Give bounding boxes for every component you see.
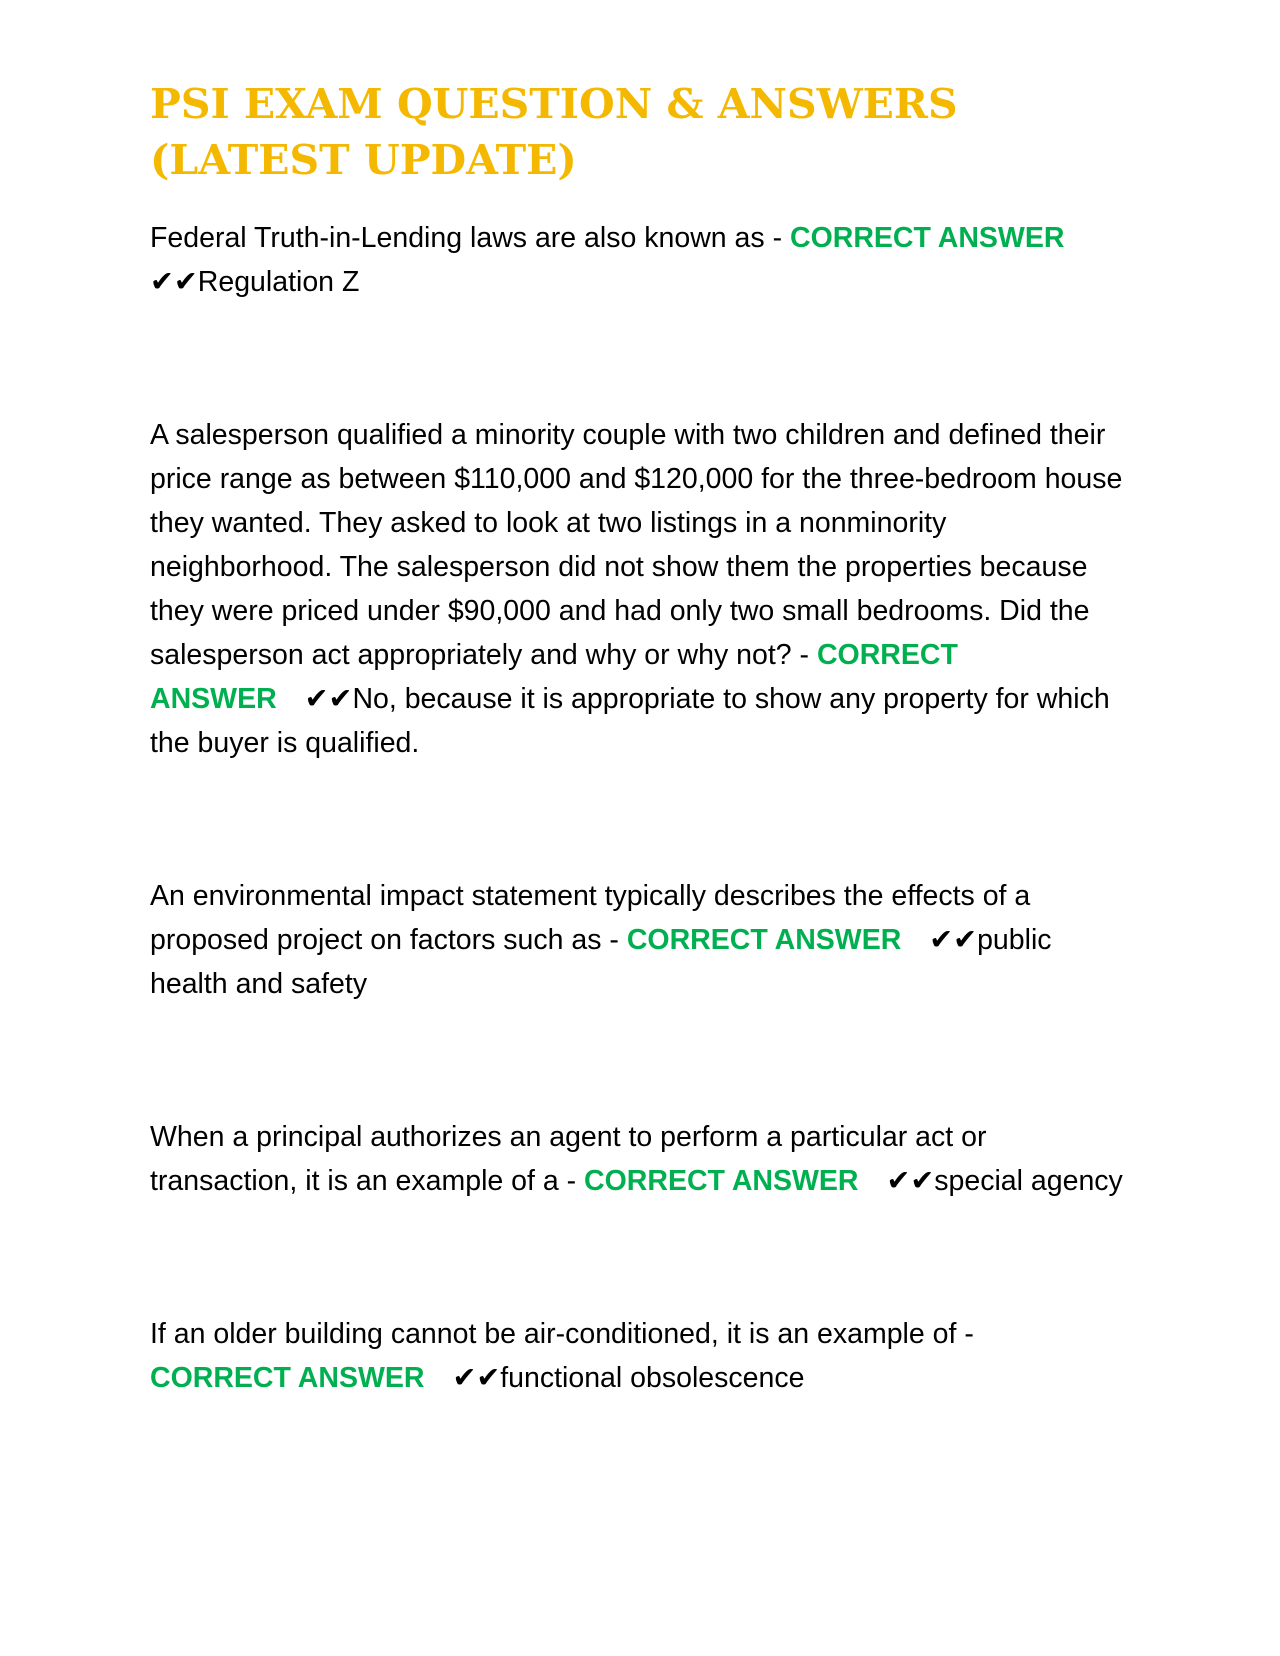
qa-item xyxy=(150,413,1130,765)
document-content xyxy=(150,76,1130,1509)
correct-answer-label: CORRECT ANSWER xyxy=(150,1362,425,1394)
answer-text: public health and safety xyxy=(150,924,1052,1000)
answer-text: Regulation Z xyxy=(197,266,360,298)
answer-text: special agency xyxy=(934,1165,1123,1197)
qa-item xyxy=(150,1115,1130,1203)
double-check-icon: ✔✔ xyxy=(304,683,353,715)
qa-item xyxy=(150,216,1130,304)
document-title xyxy=(150,76,1130,188)
question-text: When a principal authorizes an agent to perform a particular act or transaction, it is an example of a - xyxy=(150,1121,987,1197)
double-check-icon: ✔✔ xyxy=(150,266,198,298)
correct-answer-label: CORRECT ANSWER xyxy=(626,924,902,956)
double-check-icon: ✔✔ xyxy=(929,924,978,956)
question-text: A salesperson qualified a minority couple with two children and defined their price range as between $110,000 and $120,000 for the three-bedroom house they wanted. They asked to look at two listings in a nonminority neighborhood. The salesperson did not show them the properties because they were priced under $90,000 and had only two small bedrooms. Did the salesperson act appropriately and why or why not? - xyxy=(150,419,1123,671)
qa-item xyxy=(150,1312,1130,1400)
double-check-icon: ✔✔ xyxy=(886,1165,935,1197)
correct-answer-label: CORRECT ANSWER xyxy=(150,639,958,715)
correct-answer-label: CORRECT ANSWER xyxy=(789,222,1065,254)
question-text: Federal Truth-in-Lending laws are also known as - xyxy=(150,222,790,254)
question-text: An environmental impact statement typically describes the effects of a proposed project on factors such as - xyxy=(150,880,1031,956)
title-line-2: (LATEST UPDATE) xyxy=(150,136,577,184)
question-text: If an older building cannot be air-conditioned, it is an example of - xyxy=(150,1318,974,1350)
double-check-icon: ✔✔ xyxy=(452,1362,501,1394)
answer-text: functional obsolescence xyxy=(500,1362,805,1394)
correct-answer-label: CORRECT ANSWER xyxy=(584,1165,859,1197)
qa-item xyxy=(150,874,1130,1006)
answer-text: No, because it is appropriate to show any property for which the buyer is qualified. xyxy=(150,683,1110,759)
title-line-1: PSI EXAM QUESTION & ANSWERS xyxy=(150,80,958,128)
